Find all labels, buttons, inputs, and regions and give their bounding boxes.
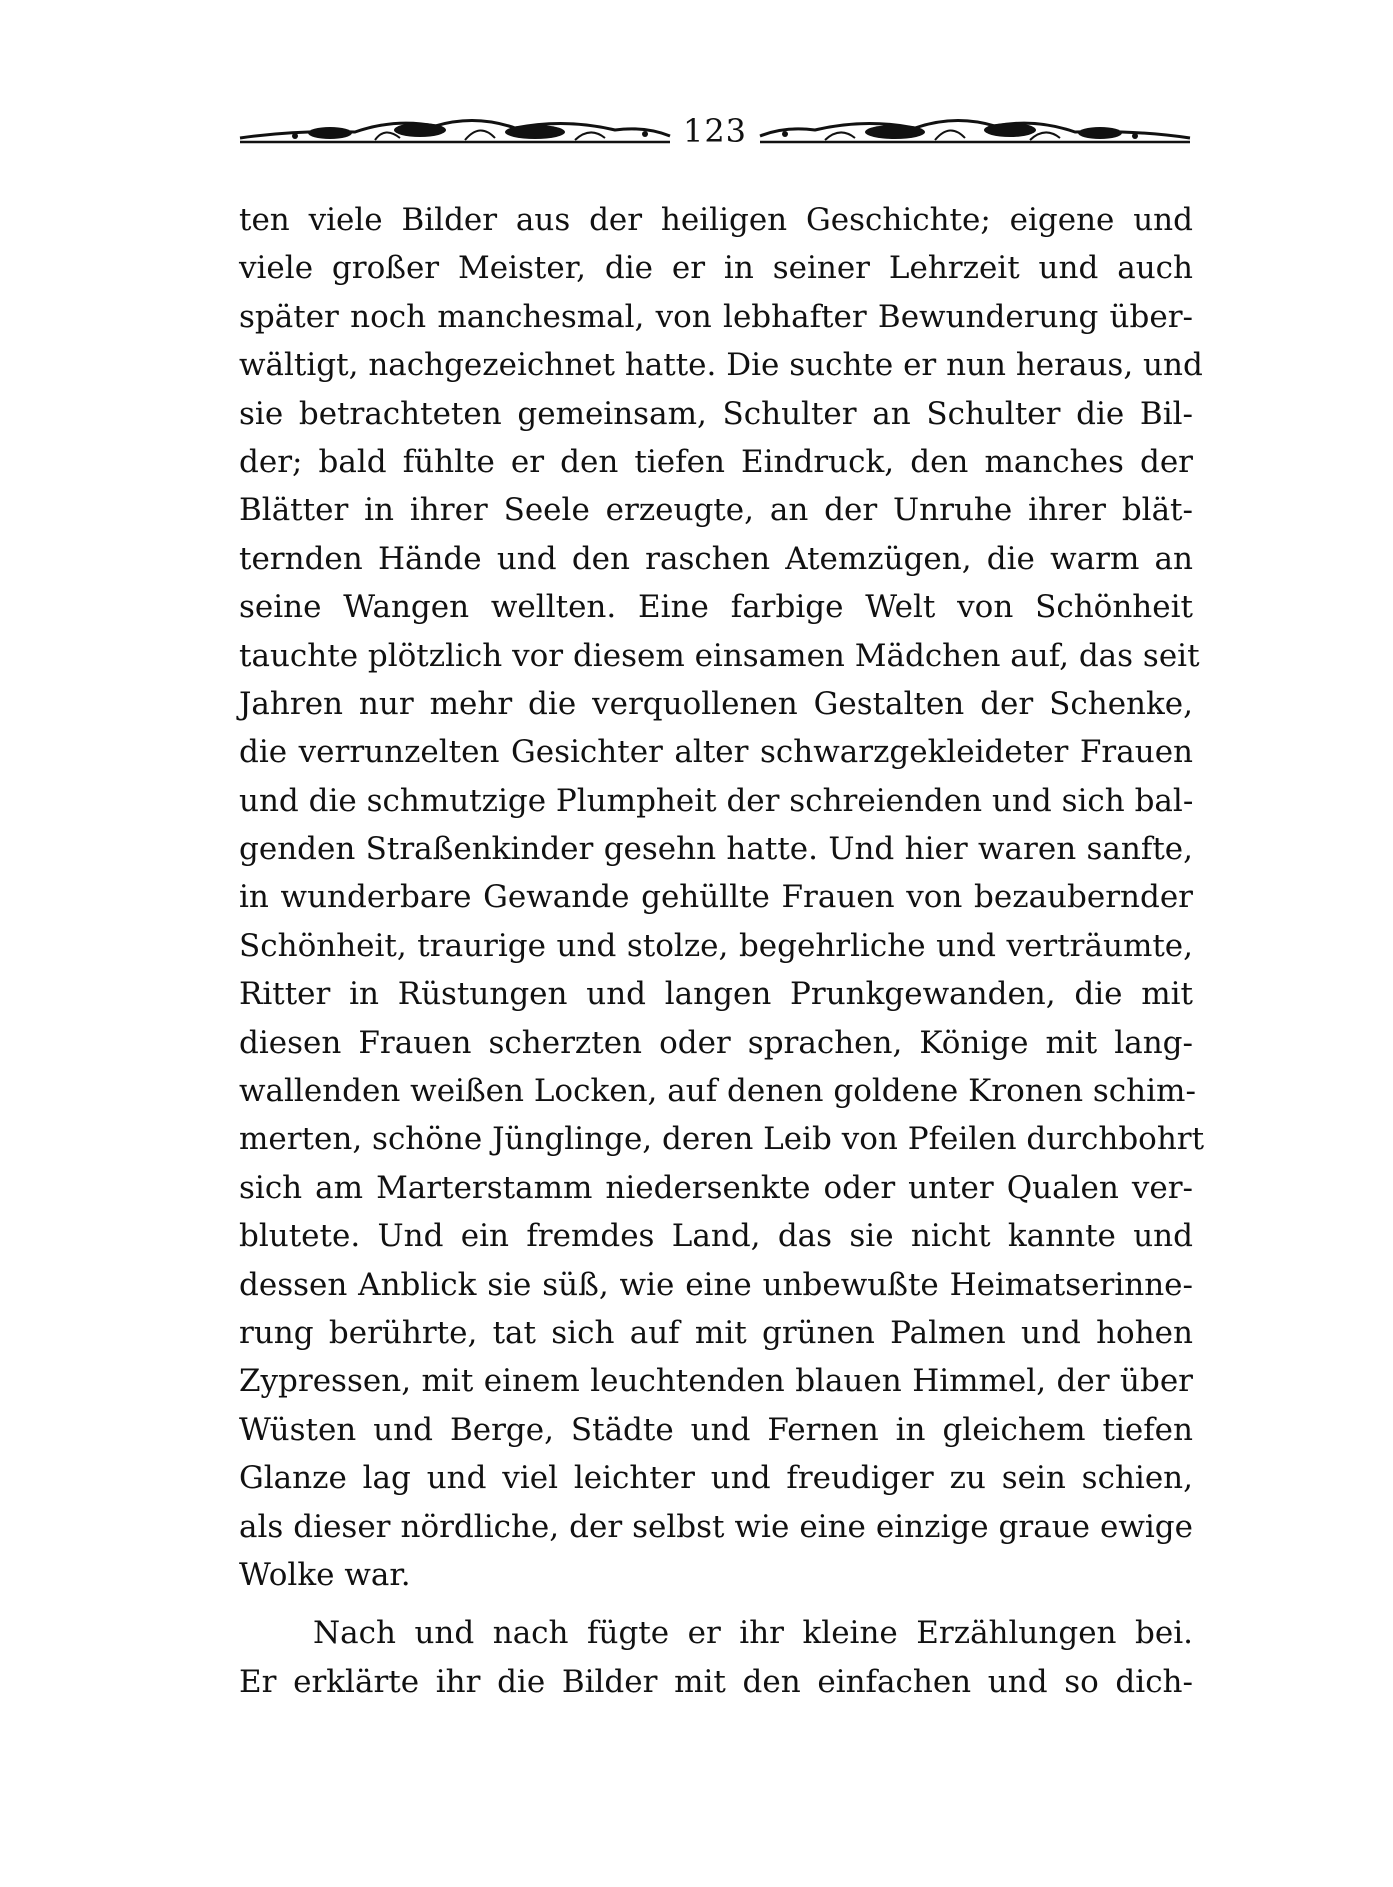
text-line: Schönheit, traurige und stolze, begehrliche und verträumte,: [239, 927, 1193, 964]
text-line: der; bald fühlte er den tiefen Eindruck, den manches der: [239, 443, 1193, 480]
page-number: 123: [682, 112, 748, 150]
text-line: Wüsten und Berge, Städte und Fernen in gleichem tiefen: [239, 1411, 1193, 1448]
text-line: merten, schöne Jünglinge, deren Leib von Pfeilen durchbohrt: [239, 1121, 1205, 1158]
paragraph-gap: [239, 1599, 1193, 1609]
text-line: in wunderbare Gewande gehüllte Frauen von bezaubernder: [239, 879, 1193, 916]
text-line: genden Straßenkinder gesehn hatte. Und hier waren sanfte,: [239, 831, 1193, 868]
text-line: Jahren nur mehr die verquollenen Gestalten der Schenke,: [239, 685, 1193, 722]
text-line: Wolke war.: [239, 1556, 411, 1593]
text-line: Blätter in ihrer Seele erzeugte, an der Unruhe ihrer blät-: [239, 492, 1193, 529]
page-header: [235, 92, 1195, 162]
text-line: diesen Frauen scherzten oder sprachen, Könige mit lang-: [239, 1024, 1193, 1061]
body-text: [239, 196, 1205, 1706]
text-line: wältigt, nachgezeichnet hatte. Die suchte er nun heraus, und: [239, 347, 1203, 384]
text-line: sie betrachteten gemeinsam, Schulter an Schulter die Bil-: [239, 395, 1193, 432]
text-line: Er erklärte ihr die Bilder mit den einfachen und so dich-: [239, 1663, 1193, 1700]
text-line: viele großer Meister, die er in seiner Lehrzeit und auch: [239, 250, 1193, 287]
text-line: später noch manchesmal, von lebhafter Bewunderung über-: [239, 298, 1193, 335]
text-line: tauchte plötzlich vor diesem einsamen Mädchen auf, das seit: [239, 637, 1200, 674]
paragraph: [239, 1609, 1193, 1706]
text-line: ten viele Bilder aus der heiligen Geschichte; eigene und: [239, 202, 1193, 238]
text-line: wallenden weißen Locken, auf denen goldene Kronen schim-: [239, 1073, 1196, 1110]
text-line: sich am Marterstamm niedersenkte oder unter Qualen ver-: [239, 1169, 1193, 1206]
paragraph: [239, 196, 1205, 1599]
text-line: die verrunzelten Gesichter alter schwarzgekleideter Frauen: [239, 734, 1193, 771]
text-line: blutete. Und ein fremdes Land, das sie nicht kannte und: [239, 1218, 1193, 1255]
text-line: als dieser nördliche, der selbst wie eine einzige graue ewige: [239, 1508, 1193, 1545]
text-line: Ritter in Rüstungen und langen Prunkgewanden, die mit: [239, 976, 1193, 1013]
vine-ornament-right-icon: [755, 108, 1195, 156]
text-line: Glanze lag und viel leichter und freudiger zu sein schien,: [239, 1460, 1193, 1497]
text-line: dessen Anblick sie süß, wie eine unbewußte Heimatserinne-: [239, 1266, 1193, 1303]
text-line: und die schmutzige Plumpheit der schreienden und sich bal-: [239, 782, 1194, 819]
text-line: ternden Hände und den raschen Atemzügen, die warm an: [239, 540, 1193, 577]
text-line: seine Wangen wellten. Eine farbige Welt von Schönheit: [239, 589, 1193, 626]
text-line: Zypressen, mit einem leuchtenden blauen Himmel, der über: [239, 1363, 1193, 1400]
text-line: rung berührte, tat sich auf mit grünen Palmen und hohen: [239, 1314, 1193, 1351]
text-line: Nach und nach fügte er ihr kleine Erzählungen bei.: [313, 1615, 1193, 1652]
